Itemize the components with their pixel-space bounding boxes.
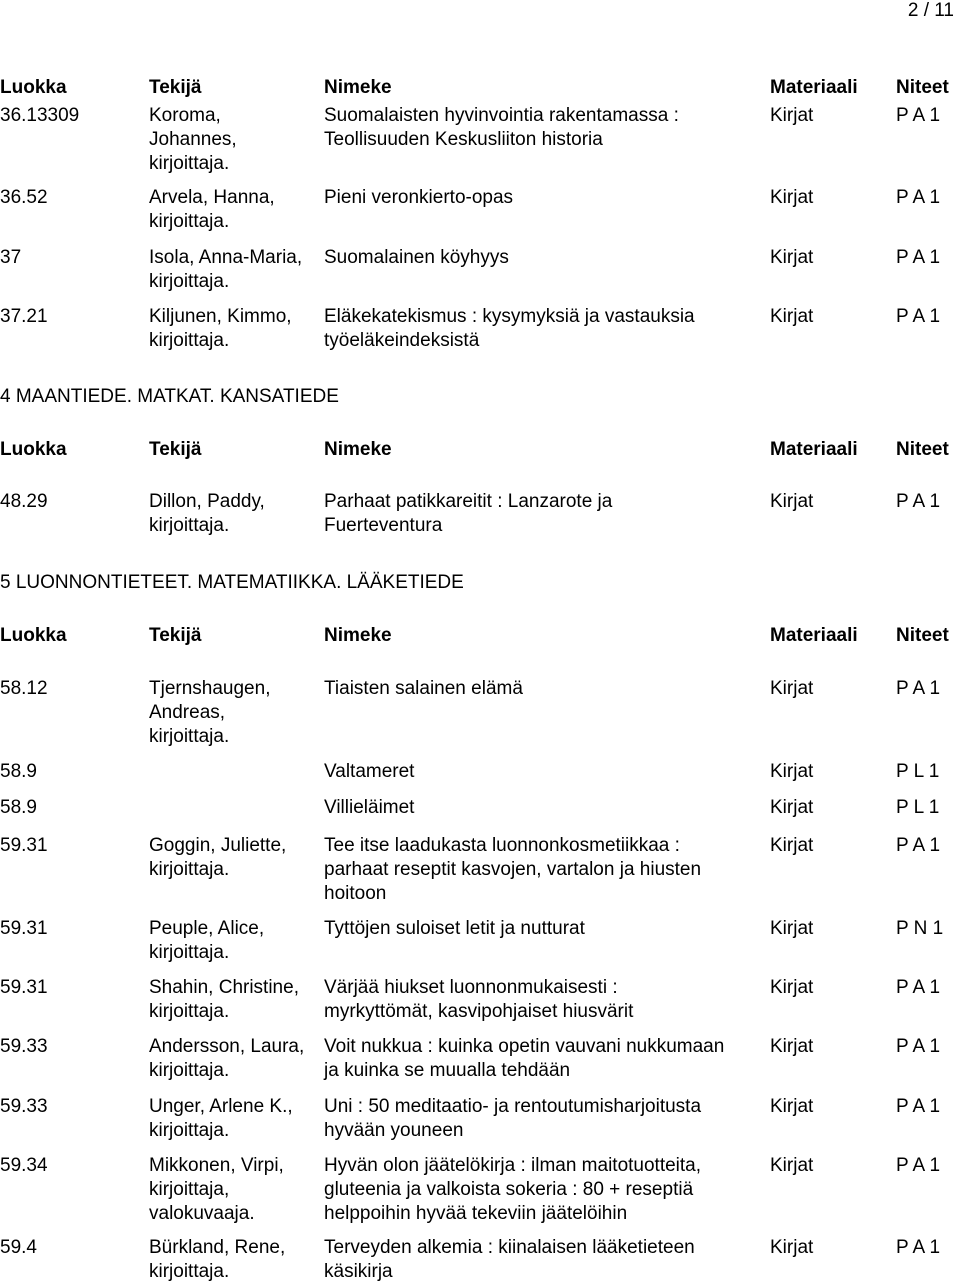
cell-materiaali: Kirjat xyxy=(770,835,814,856)
column-header-niteet: Niteet xyxy=(896,77,949,98)
cell-materiaali: Kirjat xyxy=(770,306,814,327)
cell-nimeke-line: Hyvän olon jäätelökirja : ilman maitotuotteita, xyxy=(324,1155,702,1176)
column-header-materiaali: Materiaali xyxy=(770,439,858,460)
cell-tekija-line: Johannes, xyxy=(149,129,237,150)
cell-tekija-line: Kiljunen, Kimmo, xyxy=(149,306,292,327)
column-header-luokka: Luokka xyxy=(0,439,67,460)
cell-tekija-line: kirjoittaja. xyxy=(149,211,230,232)
column-header-niteet: Niteet xyxy=(896,439,949,460)
cell-tekija-line: valokuvaaja. xyxy=(149,1203,255,1224)
column-header-nimeke: Nimeke xyxy=(324,77,392,98)
table-row xyxy=(0,186,960,232)
cell-niteet: P L 1 xyxy=(896,797,940,818)
cell-luokka: 59.31 xyxy=(0,835,48,856)
column-header-tekija: Tekijä xyxy=(149,625,202,646)
cell-niteet: P N 1 xyxy=(896,918,944,939)
cell-materiaali: Kirjat xyxy=(770,1036,814,1057)
cell-nimeke-line: ja kuinka se muualla tehdään xyxy=(324,1060,571,1081)
cell-nimeke-line: Uni : 50 meditaatio- ja rentoutumisharjoitusta xyxy=(324,1096,702,1117)
page-number: 2 / 11 xyxy=(907,0,954,21)
cell-luokka: 37 xyxy=(0,247,22,268)
cell-luokka: 59.34 xyxy=(0,1155,48,1176)
cell-nimeke-line: parhaat reseptit kasvojen, vartalon ja hiusten xyxy=(324,859,702,880)
cell-tekija-line: Mikkonen, Virpi, xyxy=(149,1155,284,1176)
cell-tekija-line: kirjoittaja. xyxy=(149,271,230,292)
cell-niteet: P A 1 xyxy=(896,187,941,208)
cell-nimeke-line: hyvään youneen xyxy=(324,1120,464,1141)
cell-luokka: 36.13309 xyxy=(0,105,80,126)
cell-materiaali: Kirjat xyxy=(770,797,814,818)
cell-luokka: 59.4 xyxy=(0,1237,37,1258)
cell-nimeke-line: käsikirja xyxy=(324,1261,393,1282)
table-row xyxy=(0,760,960,784)
cell-niteet: P A 1 xyxy=(896,491,941,512)
cell-nimeke-line: Villieläimet xyxy=(324,797,415,818)
table-row xyxy=(0,490,960,536)
cell-tekija-line: kirjoittaja. xyxy=(149,1261,230,1282)
table-row xyxy=(0,677,960,747)
cell-materiaali: Kirjat xyxy=(770,105,814,126)
table-row xyxy=(0,246,960,292)
cell-niteet: P A 1 xyxy=(896,247,941,268)
cell-tekija-line: Unger, Arlene K., xyxy=(149,1096,293,1117)
cell-materiaali: Kirjat xyxy=(770,1155,814,1176)
cell-tekija-line: kirjoittaja. xyxy=(149,1120,230,1141)
cell-nimeke-line: Suomalaisten hyvinvointia rakentamassa : xyxy=(324,105,679,126)
cell-nimeke-line: Valtameret xyxy=(324,761,415,782)
table-row xyxy=(0,305,960,351)
cell-nimeke-line: gluteenia ja valkoista sokeria : 80 + reseptiä xyxy=(324,1179,694,1200)
cell-materiaali: Kirjat xyxy=(770,918,814,939)
section-title: 4 MAANTIEDE. MATKAT. KANSATIEDE xyxy=(0,386,339,407)
column-header-tekija: Tekijä xyxy=(149,439,202,460)
cell-nimeke-line: Voit nukkua : kuinka opetin vauvani nukkumaan xyxy=(324,1036,725,1057)
column-header-row xyxy=(0,624,960,648)
cell-tekija-line: Goggin, Juliette, xyxy=(149,835,287,856)
column-header-tekija: Tekijä xyxy=(149,77,202,98)
cell-luokka: 59.31 xyxy=(0,977,48,998)
cell-luokka: 59.31 xyxy=(0,918,48,939)
table-row xyxy=(0,1035,960,1081)
cell-tekija-line: kirjoittaja. xyxy=(149,942,230,963)
column-header-row xyxy=(0,76,960,100)
cell-materiaali: Kirjat xyxy=(770,1237,814,1258)
cell-tekija-line: kirjoittaja, xyxy=(149,1179,230,1200)
table-row xyxy=(0,976,960,1022)
cell-nimeke-line: Terveyden alkemia : kiinalaisen lääketieteen xyxy=(324,1237,695,1258)
cell-tekija-line: kirjoittaja. xyxy=(149,859,230,880)
cell-niteet: P A 1 xyxy=(896,105,941,126)
cell-materiaali: Kirjat xyxy=(770,491,814,512)
cell-materiaali: Kirjat xyxy=(770,247,814,268)
cell-luokka: 58.12 xyxy=(0,678,48,699)
cell-nimeke-line: Tyttöjen suloiset letit ja nutturat xyxy=(324,918,585,939)
cell-nimeke-line: hoitoon xyxy=(324,883,387,904)
cell-nimeke-line: Suomalainen köyhyys xyxy=(324,247,509,268)
cell-nimeke-line: Värjää hiukset luonnonmukaisesti : xyxy=(324,977,618,998)
cell-niteet: P A 1 xyxy=(896,678,941,699)
cell-niteet: P A 1 xyxy=(896,1237,941,1258)
table-row xyxy=(0,104,960,174)
cell-tekija-line: Peuple, Alice, xyxy=(149,918,265,939)
table-row xyxy=(0,1236,960,1282)
cell-tekija-line: kirjoittaja. xyxy=(149,726,230,747)
cell-nimeke-line: Tee itse laadukasta luonnonkosmetiikkaa : xyxy=(324,835,680,856)
cell-nimeke-line: Teollisuuden Keskusliiton historia xyxy=(324,129,603,150)
cell-tekija-line: kirjoittaja. xyxy=(149,1060,230,1081)
cell-nimeke-line: Tiaisten salainen elämä xyxy=(324,678,523,699)
column-header-row xyxy=(0,438,960,462)
column-header-nimeke: Nimeke xyxy=(324,625,392,646)
column-header-luokka: Luokka xyxy=(0,77,67,98)
cell-niteet: P A 1 xyxy=(896,835,941,856)
column-header-nimeke: Nimeke xyxy=(324,439,392,460)
cell-tekija-line: kirjoittaja. xyxy=(149,1001,230,1022)
cell-tekija-line: Arvela, Hanna, xyxy=(149,187,275,208)
cell-niteet: P A 1 xyxy=(896,1036,941,1057)
cell-tekija-line: Shahin, Christine, xyxy=(149,977,299,998)
cell-nimeke-line: myrkyttömät, kasvipohjaiset hiusvärit xyxy=(324,1001,634,1022)
cell-nimeke-line: Pieni veronkierto-opas xyxy=(324,187,514,208)
cell-tekija-line: Andreas, xyxy=(149,702,226,723)
cell-luokka: 59.33 xyxy=(0,1096,48,1117)
cell-nimeke-line: työeläkeindeksistä xyxy=(324,330,480,351)
cell-luokka: 59.33 xyxy=(0,1036,48,1057)
table-row xyxy=(0,834,960,904)
column-header-materiaali: Materiaali xyxy=(770,77,858,98)
cell-tekija-line: Tjernshaugen, xyxy=(149,678,271,699)
cell-niteet: P A 1 xyxy=(896,306,941,327)
cell-materiaali: Kirjat xyxy=(770,678,814,699)
cell-luokka: 58.9 xyxy=(0,761,37,782)
section-title: 5 LUONNONTIETEET. MATEMATIIKKA. LÄÄKETIEDE xyxy=(0,572,464,593)
cell-niteet: P A 1 xyxy=(896,977,941,998)
cell-luokka: 58.9 xyxy=(0,797,37,818)
column-header-niteet: Niteet xyxy=(896,625,949,646)
cell-tekija-line: Dillon, Paddy, xyxy=(149,491,265,512)
cell-nimeke-line: Fuerteventura xyxy=(324,515,443,536)
cell-tekija-line: Andersson, Laura, xyxy=(149,1036,305,1057)
cell-materiaali: Kirjat xyxy=(770,187,814,208)
cell-tekija-line: Koroma, xyxy=(149,105,221,126)
cell-tekija-line: Isola, Anna-Maria, xyxy=(149,247,303,268)
cell-materiaali: Kirjat xyxy=(770,977,814,998)
column-header-luokka: Luokka xyxy=(0,625,67,646)
cell-tekija-line: kirjoittaja. xyxy=(149,153,230,174)
table-row xyxy=(0,796,960,820)
cell-luokka: 36.52 xyxy=(0,187,48,208)
cell-niteet: P L 1 xyxy=(896,761,940,782)
cell-tekija-line: kirjoittaja. xyxy=(149,515,230,536)
column-header-materiaali: Materiaali xyxy=(770,625,858,646)
cell-luokka: 37.21 xyxy=(0,306,48,327)
cell-materiaali: Kirjat xyxy=(770,1096,814,1117)
table-row xyxy=(0,1095,960,1141)
cell-tekija-line: kirjoittaja. xyxy=(149,330,230,351)
cell-nimeke-line: Eläkekatekismus : kysymyksiä ja vastauksia xyxy=(324,306,695,327)
table-row xyxy=(0,917,960,963)
cell-tekija-line: Bürkland, Rene, xyxy=(149,1237,286,1258)
cell-materiaali: Kirjat xyxy=(770,761,814,782)
table-row xyxy=(0,1154,960,1224)
cell-niteet: P A 1 xyxy=(896,1096,941,1117)
cell-nimeke-line: helppoihin hyvää tekeviin jäätelöihin xyxy=(324,1203,628,1224)
cell-niteet: P A 1 xyxy=(896,1155,941,1176)
cell-luokka: 48.29 xyxy=(0,491,48,512)
cell-nimeke-line: Parhaat patikkareitit : Lanzarote ja xyxy=(324,491,613,512)
